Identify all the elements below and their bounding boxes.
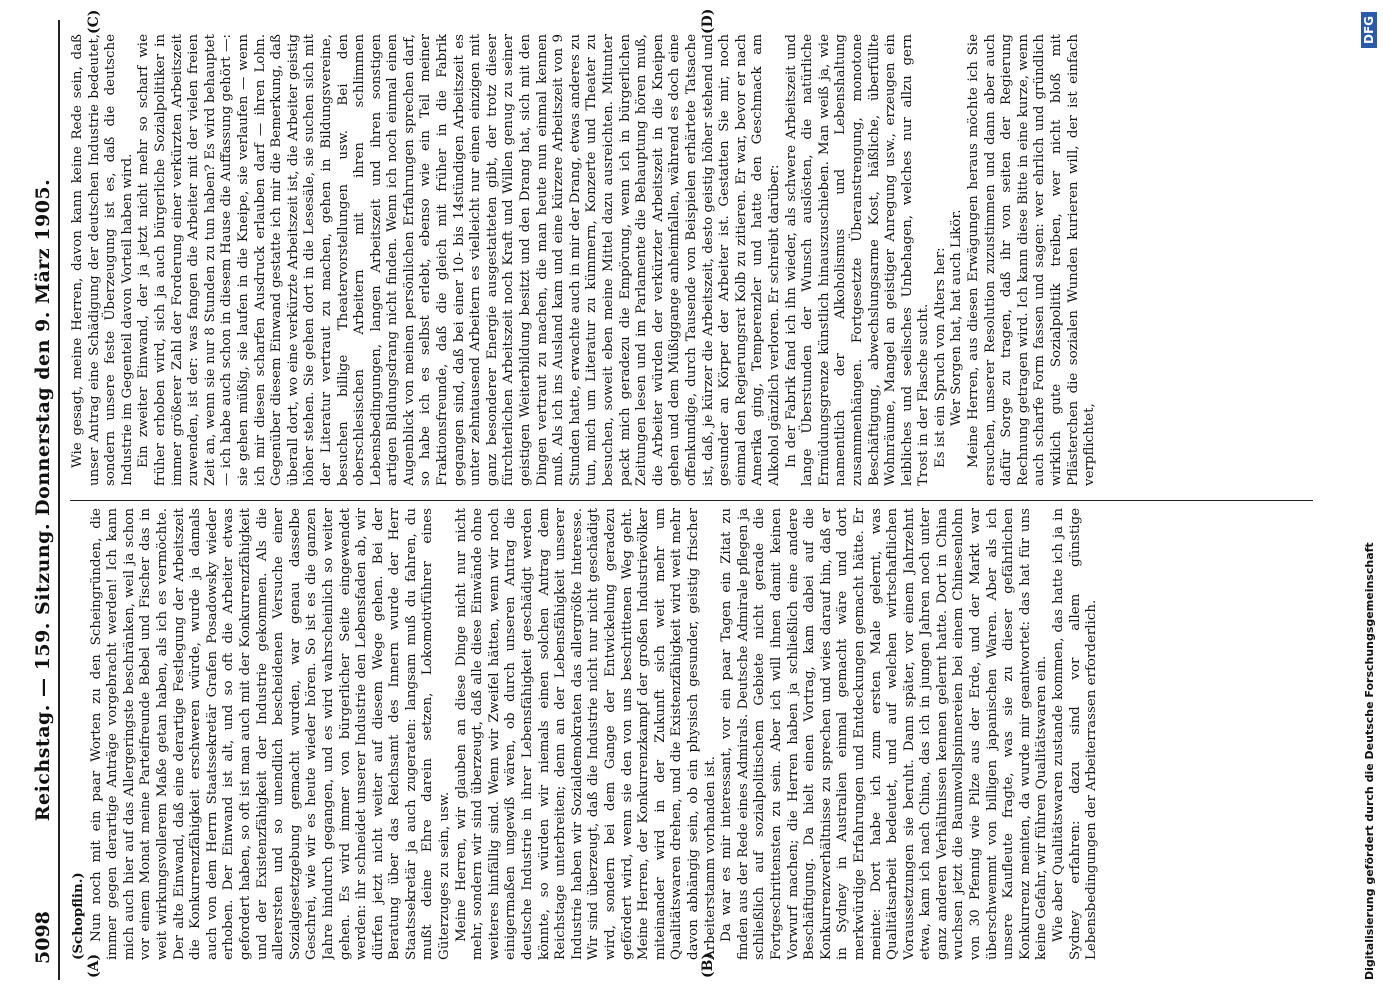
paragraph: Meine Herren, wir glauben an diese Dinge nicht nur nicht mehr, sondern wir sind überzeugt, daß alle diese Einwände ohne weiteres hinfällig sind. Wenn wir Zweifel hätten, wenn wir noch einigermaßen ungewiß wären, ob durch unseren Antrag die deutsche Industrie in ihrer Lebensfähigkeit geschädigt werden könnte, so würden wir niemals einen solchen Antrag dem Reichstage unterbreiten; denn an der Lebensfähigkeit unserer Industrie haben wir Sozialdemokraten das allergrößte Interesse. Wir sind überzeugt, daß die Industrie nicht nur nicht geschädigt wird, sondern bei dem Gange der Entwickelung geradezu gefördert wird, wenn sie den von uns beschrittenen Weg geht. Meine Herren, der Konkurrenzkampf der großen Industrievölker miteinander wird in der Zukunft sich weit mehr um Qualitätswaren drehen, und die Existenzfähigkeit wird weit mehr davon abhängig sein, ob ein physisch gesunder, geistig frischer Arbeiterstamm vorhanden ist. — [453, 508, 718, 960]
paragraph: Wie gesagt, meine Herren, davon kann keine Rede sein, daß unser Antrag eine Schädigung der deutschen Industrie bedeutet, sondern unsere feste Überzeugung ist es, daß die deutsche Industrie im Gegenteil davon Vorteil haben wird. — [70, 34, 135, 486]
dfg-logo: DFG — [1361, 12, 1377, 48]
page-header — [28, 20, 60, 980]
digitization-footer — [1359, 0, 1383, 1000]
margin-marker-d: (D) — [700, 8, 716, 34]
page-number: 5098 — [32, 911, 54, 964]
verse-line: Wer Sorgen hat, hat auch Likör. — [949, 209, 965, 426]
paragraph: Ein zweiter Einwand, der ja jetzt nicht mehr so scharf wie früher erhoben wird, sich ja auch bürgerliche Sozialpolitiker in immer größerer Zahl der Forderung einer verkürzten Arbeitszeit zuwenden, ist der: was fangen die Arbeiter mit der vielen freien Zeit an, wenn sie nur 8 Stunden zu tun haben? Es wird behauptet — ich habe auch schon in diesem Hause die Auffassung gehört —: sie gehen müßig, sie laufen in die Kneipe, sie verlaufen — wenn ich mir diesen scharfen Ausdruck erlauben darf — ihren Lohn. Gegenüber diesem Einwand gestatte ich mir die Bemerkung, daß überall dort, wo eine verkürzte Arbeitszeit ist, die Arbeiter geistig höher stehen. Sie gehen dort in die Lesesäle, sie suchen sich mit der Literatur vertraut zu machen, gehen in Bildungsvereine, besuchen billige Theatervorstellungen usw. Bei den oberschlesischen Arbeitern mit ihren schlimmen Lebensbedingungen, langen Arbeitszeit und ihren sonstigen artigen Bildungsdrang nicht finden. Wenn ich noch einmal einen Augenblick von meinen persönlichen Erfahrungen sprechen darf, so habe ich es selbst erlebt, ebenso wie ein Teil meiner Fraktionsfreunde, daß die gleich mit früher in die Fabrik gegangen sind, daß bei einer 10- bis 14stündigen Arbeitszeit es unter zehntausend Arbeitern es vielleicht nur einen einzigen mit ganz besonderer Energie ausgestatteten gibt, der trotz dieser fürchterlichen Arbeitszeit noch Kraft und Willen genug zu seiner geistigen Weiterbildung besitzt und den Drang hat, sich mit den Dingen vertraut zu machen, die man heute nun einmal kennen muß. Als ich ins Ausland kam und eine kürzere Arbeitszeit von 9 Stunden hatte, erwachte auch in mir der Drang, etwas anderes zu tun, mich um Literatur zu kümmern, Konzerte und Theater zu besuchen, soweit eben meine Mittel dazu ausreichten. Mitunter packt mich geradezu die Empörung, wenn ich in bürgerlichen Zeitungen lesen und im Parlamente die Behauptung hören muß, die Arbeiter würden der verkürzter Arbeitszeit in die Kneipen gehen und dem Müßiggange anheimfallen, während es doch eine offenkundige, durch Tausende von Beispielen erhärtete Tatsache ist, daß, je kürzer die Arbeitszeit, desto geistig höher stehend und gesunder an Körper der Arbeiter ist. Gestatten Sie mir, noch einmal den Regierungsrat Kolb zu zitieren. Er war, bevor er nach Amerika ging, Temperenzler und hatte den Geschmack am Alkohol gänzlich verloren. Er schreibt darüber: — [136, 34, 782, 486]
paragraph: Es ist ein Spruch von Alters her: — [932, 247, 948, 468]
digitization-credit: Digitalisierung gefördert durch die Deutsche Forschungsgemeinschaft — [1363, 542, 1376, 980]
margin-marker-b: (B) — [700, 952, 716, 978]
paragraph: Nun noch mit ein paar Worten zu den Scheingründen, die immer gegen derartige Anträge vorgebracht werden! Ich kann mich auch hier auf das Allergeringste beschränken, weil ja schon vor einem Monat meine Parteifreunde Bebel und Fischer das in weit wirkungsvollerem Maße getan haben, als ich es vermöchte. Der alte Einwand, daß eine derartige Festlegung der Arbeitszeit die Konkurrenzfähigkeit erschweren würde, wurde ja damals auch von dem Herrn Staatssekretär Grafen Posadowsky wieder erhoben. Der Einwand ist alt, und so oft die Arbeiter etwas gefordert haben, so oft ist man auch mit der Konkurrenzfähigkeit und der Existenzfähigkeit der Industrie gekommen. Als die allerersten und so unendlich bescheidenen Versuche einer Sozialgesetzgebung gemacht wurden, war genau dasselbe Geschrei, wie wir es heute wieder hören. So ist es die ganzen Jahre hindurch gegangen, und es wird wahrscheinlich so weiter gehen. Es wird immer von bürgerlicher Seite eingewendet werden: ihr schneidet unserer Industrie den Lebensfaden ab, wir dürfen jetzt nicht weiter auf diesem Wege gehen. Bei der Beratung über das Reichsamt des Innern wurde der Herr Staatssekretär ja auch zugeraten: langsam muß du fahren, du mußt deine Ehre darein setzen, Lokomotivführer eines Güterzuges zu sein, usw. — [88, 508, 453, 960]
paragraph: Wie aber Qualitätswaren zustande kommen, das hatte ich ja in Sydney erfahren: dazu sind vor allem günstige Lebensbedingungen der Arbeiterrassen erforderlich. — [1051, 508, 1100, 960]
session-title: Reichstag. — 159. Sitzung. Donnerstag den 9. März 1905. — [32, 178, 54, 822]
margin-marker-a: (A) — [86, 953, 102, 978]
paragraph: In der Fabrik fand ich ihn wieder, als schwere Arbeitszeit und lange Überstunden der Wunsch auslösten, die natürliche Ermüdungsgrenze künstlich hinauszuschieben. Man weiß ja, wie namentlich der Alkoholismus und Lebenshaltung zusammenhängen. Fortgesetzte Überanstrengung, monotone Beschäftigung, abwechslungsarme Kost, häßliche, überfüllte Wohnräume, Mangel an geistiger Anregung usw., erzeugen ein leibliches und seelisches Unbehagen, welches nur allzu gern Trost in der Flasche sucht. — [783, 34, 932, 486]
column-divider — [70, 500, 1313, 501]
paragraph: Da war es mir interessant, vor ein paar Tagen ein Zitat zu finden aus der Rede eines Admirals. Deutsche Admirale pflegen ja schließlich auf sozialpolitischem Gebiete nicht gerade die Fortgeschrittensten zu sein. Aber ich will ihnen damit keinen Vorwurf machen; die Herren haben ja schließlich eine andere Beschäftigung. Da hielt einen Vortrag, kam dabei auf die Konkurrenzverhältnisse zu sprechen und wies darauf hin, daß er in Sydney in Australien einmal gemacht wäre und dort merkwürdige Erfahrungen und Entdeckungen gemacht hätte. Er meinte: Dort habe ich zum ersten Male gelernt, was Qualitätsarbeit bedeutet, und auf welchen wirtschaftlichen Voraussetzungen sie beruht. Dann später, vor einem Jahrzehnt etwa, kam ich nach China, das ich in jungen Jahren noch unter ganz anderen Verhältnissen kennen gelernt hatte. Dort in China wuchsen jetzt die Baumwollspinnereien bei einem Chinesenlohn von 30 Pfennig wie Pilze aus der Erde, und der Markt war überschwemmt von billigen japanischen Waren. Aber als ich unsere Kaufleute fragte, was sie zu dieser gefährlichen Konkurrenz meinten, da wurde mir geantwortet: das hat für uns keine Gefahr, wir führen Qualitätswaren ein. — [719, 508, 1050, 960]
paragraph: Meine Herren, aus diesen Erwägungen heraus möchte ich Sie ersuchen, unserer Resolution zuzustimmen und dann aber auch dafür Sorge zu tragen, daß ihr von seiten der Regierung Rechnung getragen wird. Ich kann diese Bitte in eine kurze, wenn auch scharfe Form fassen und sagen: wer ehrlich und gründlich wirklich gute Sozialpolitik treiben, wer nicht bloß mit Pflästerchen die sozialen Wunden kurieren will, der ist einfach verpflichtet, — [966, 34, 1098, 486]
speaker-name: (Schopflin.) — [70, 872, 86, 960]
margin-marker-c: (C) — [86, 9, 102, 34]
left-text-column — [70, 508, 1313, 960]
right-text-column — [70, 34, 1313, 486]
